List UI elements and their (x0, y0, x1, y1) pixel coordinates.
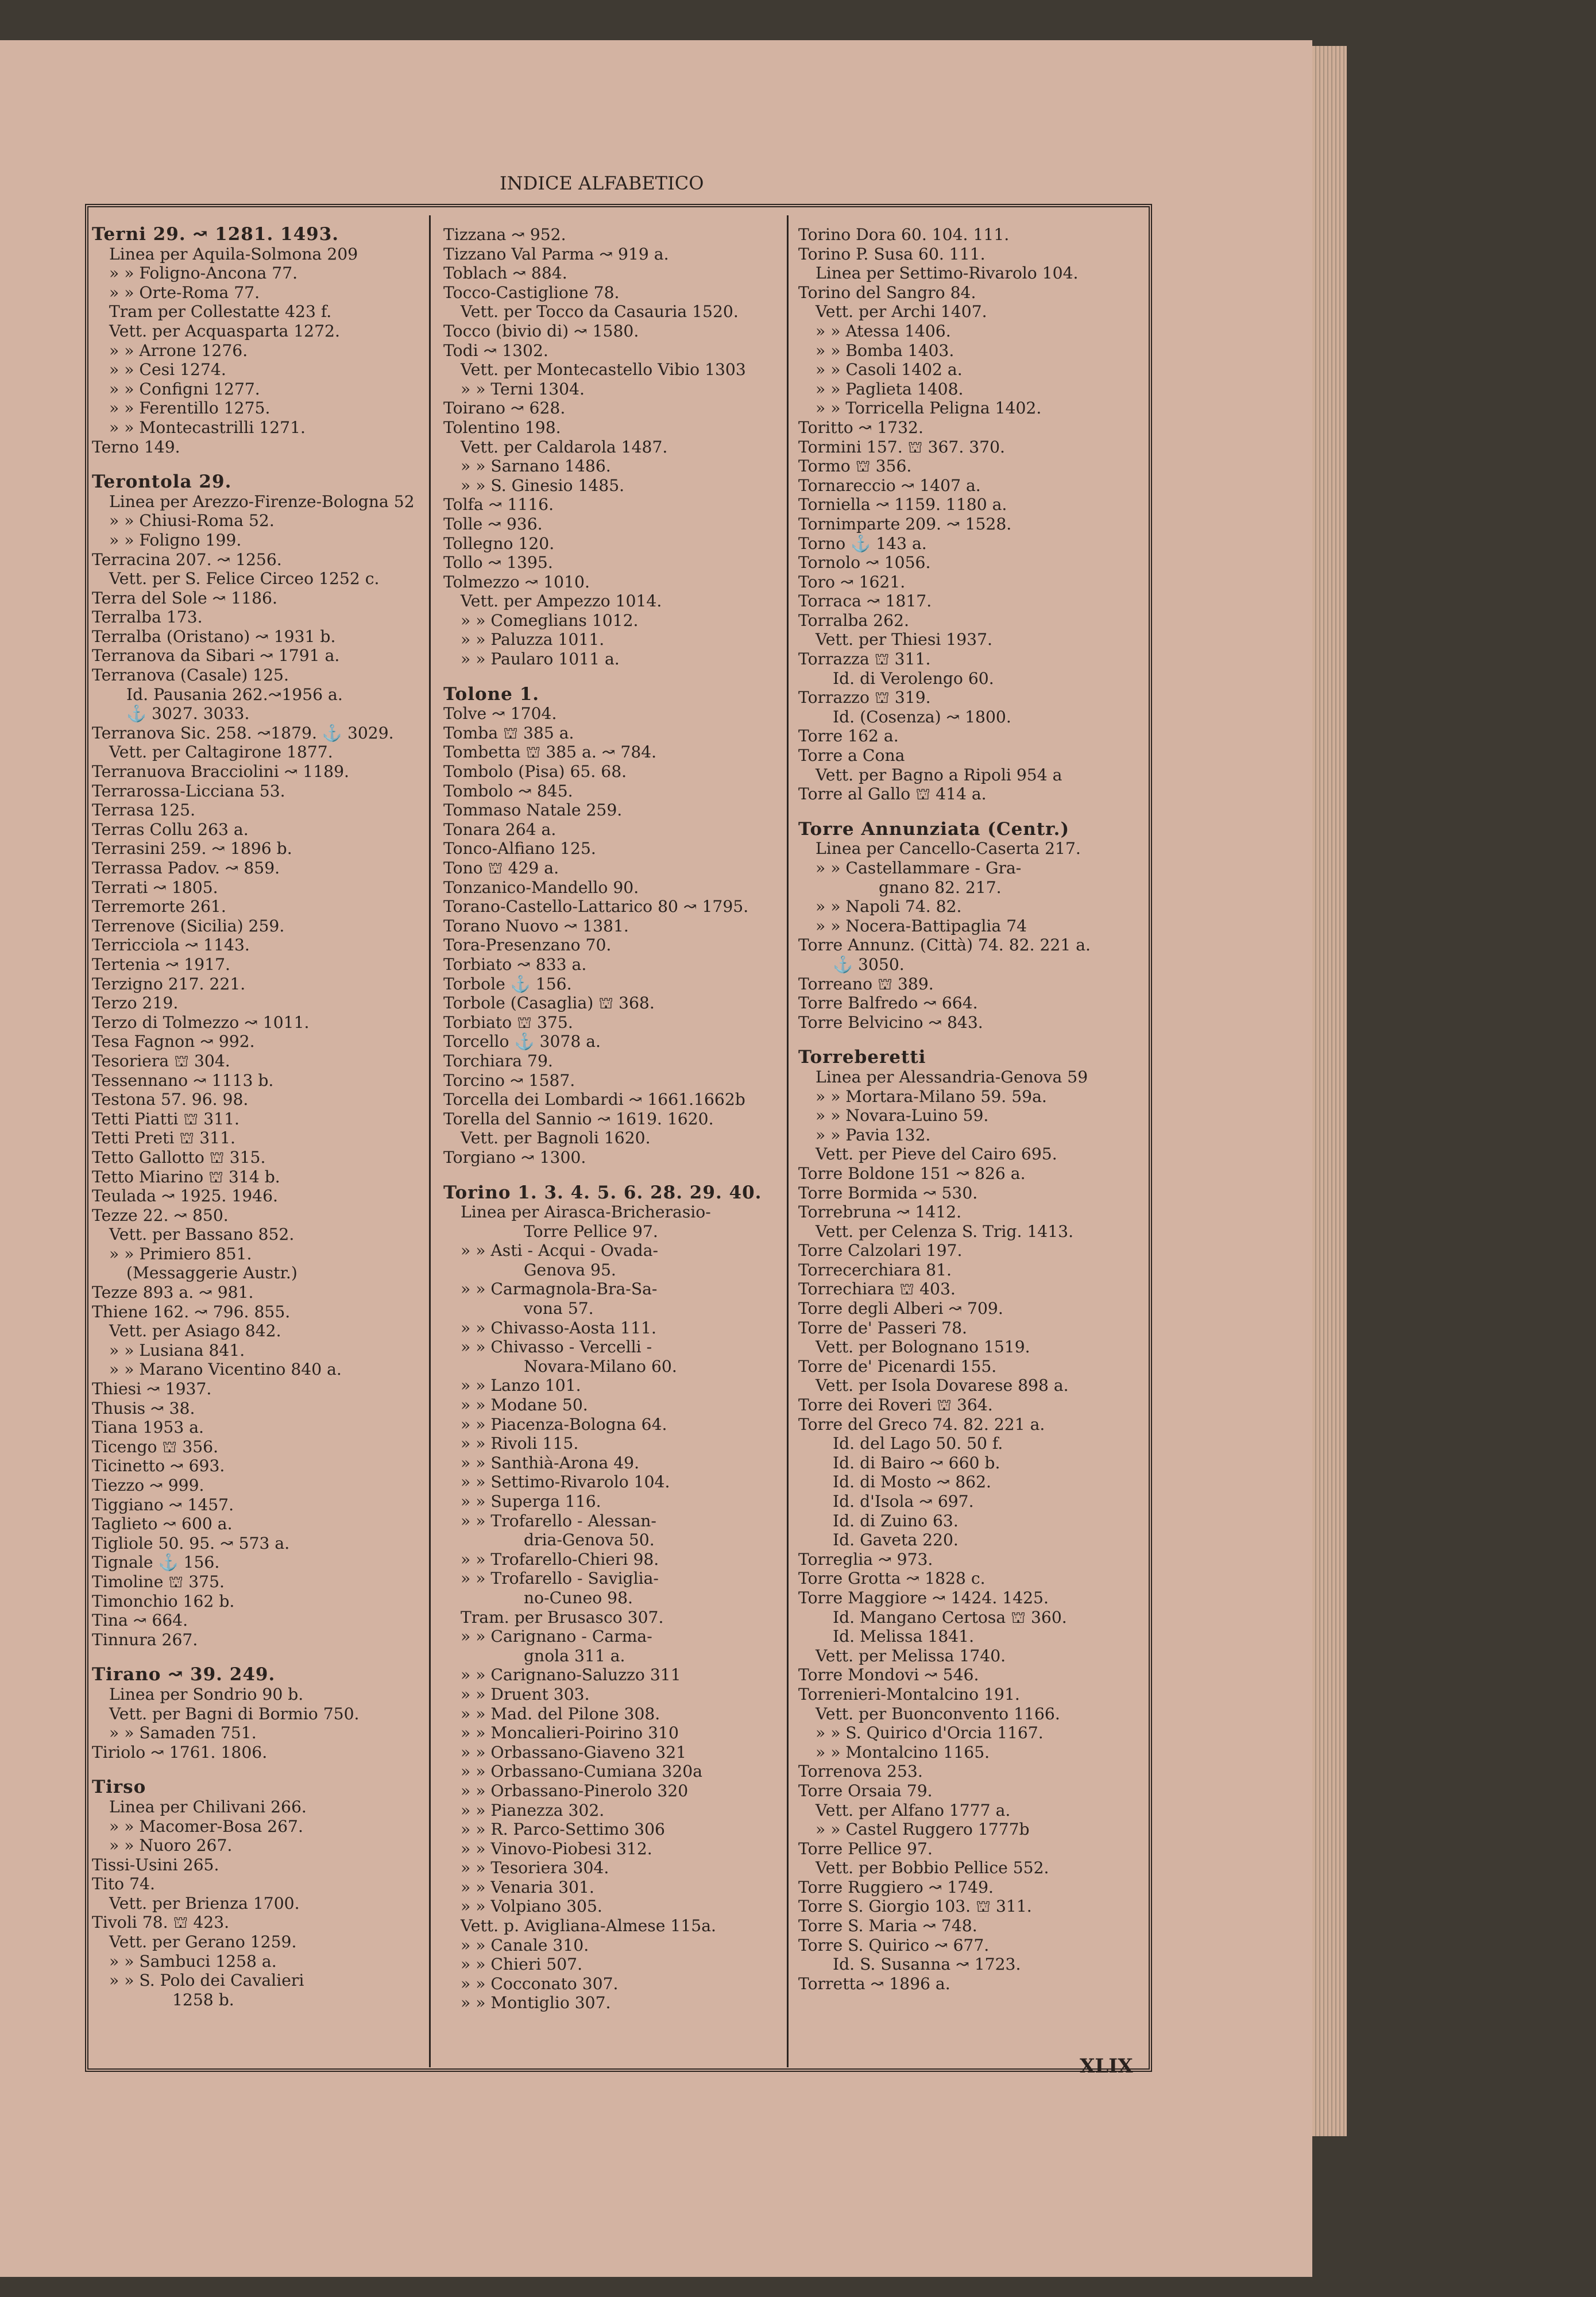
index-entry: Toirano ↝ 628. (443, 399, 566, 418)
index-entry: Torcella dei Lombardi ↝ 1661.1662b (443, 1090, 745, 1109)
index-entry: Torano Nuovo ↝ 1381. (443, 916, 629, 935)
index-entry: » » Orte-Roma 77. (109, 283, 260, 302)
index-entry: Torre Belvicino ↝ 843. (798, 1012, 983, 1032)
index-entry: » » Carmagnola-Bra-Sa- (461, 1279, 658, 1299)
index-entry: ⚓ 3050. (833, 954, 905, 974)
index-entry: Tiggiano ↝ 1457. (92, 1495, 234, 1514)
index-entry: » » Orbassano-Cumiana 320a (461, 1762, 703, 1781)
index-entry: Terremorte 261. (92, 897, 226, 917)
index-entry: Torre dei Roveri ⛫ 364. (798, 1395, 993, 1415)
index-entry: » » Montalcino 1165. (816, 1742, 990, 1762)
index-entry: Terranuova Bracciolini ↝ 1189. (92, 762, 349, 782)
index-entry: Thiesi ↝ 1937. (92, 1379, 212, 1399)
index-entry: Taglieto ↝ 600 a. (92, 1514, 233, 1534)
index-entry: Tornareccio ↝ 1407 a. (798, 475, 981, 495)
index-entry: » » Terni 1304. (461, 379, 585, 399)
index-entry: » » Moncalieri-Poirino 310 (461, 1723, 679, 1743)
index-entry: Id. Mangano Certosa ⛫ 360. (833, 1607, 1067, 1627)
index-entry: Terralba (Oristano) ↝ 1931 b. (92, 627, 336, 646)
index-entry: Tono ⛫ 429 a. (443, 859, 559, 877)
index-entry: Vett. per Alfano 1777 a. (816, 1800, 1011, 1820)
index-entry: » » Chivasso - Vercelli - (461, 1337, 652, 1357)
index-entry: Torbiato ⛫ 375. (443, 1012, 573, 1032)
index-entry: Torchiara 79. (443, 1051, 553, 1070)
index-entry: Todi ↝ 1302. (443, 341, 548, 360)
index-entry: Torrazza ⛫ 311. (798, 649, 931, 669)
index-entry: » » Cocconato 307. (461, 1974, 619, 1993)
index-entry: Torre Annunz. (Città) 74. 82. 221 a. (798, 935, 1091, 955)
index-entry: Id. del Lago 50. 50 f. (833, 1434, 1003, 1453)
index-heading: Terontola 29. (92, 471, 232, 493)
index-entry: Id. (Cosenza) ↝ 1800. (833, 707, 1011, 726)
index-entry: Tessennano ↝ 1113 b. (92, 1070, 274, 1090)
index-entry: Tombetta ⛫ 385 a. ↝ 784. (443, 743, 657, 762)
index-entry: » » Comeglians 1012. (461, 610, 639, 630)
index-entry: gnano 82. 217. (879, 877, 1002, 897)
index-entry: Terrassa Padov. ↝ 859. (92, 859, 280, 877)
index-entry: Vett. per Bagni di Bormio 750. (109, 1704, 360, 1723)
index-entry: vona 57. (524, 1299, 594, 1318)
index-entry: Id. Gaveta 220. (833, 1530, 959, 1550)
index-entry: » » Castel Ruggero 1777b (816, 1820, 1030, 1839)
index-entry: » » Orbassano-Pinerolo 320 (461, 1781, 689, 1800)
index-column-1 (92, 225, 425, 2066)
index-entry: » » Piacenza-Bologna 64. (461, 1414, 667, 1434)
index-entry: Linea per Settimo-Rivarolo 104. (816, 264, 1079, 283)
index-entry: Vett. per S. Felice Circeo 1252 c. (109, 569, 380, 589)
index-entry: Linea per Airasca-Bricherasio- (461, 1202, 711, 1222)
index-entry: Terrati ↝ 1805. (92, 877, 218, 897)
index-entry: » » Cesi 1274. (109, 360, 226, 380)
index-entry: » » Casoli 1402 a. (816, 360, 963, 380)
index-entry: Id. Melissa 1841. (833, 1627, 975, 1646)
index-entry: Tonco-Alfiano 125. (443, 839, 596, 859)
index-entry: Linea per Aquila-Solmona 209 (109, 244, 358, 264)
index-entry: Torrebruna ↝ 1412. (798, 1202, 962, 1222)
index-entry: » » Torricella Peligna 1402. (816, 399, 1042, 418)
index-entry: Torre Ruggiero ↝ 1749. (798, 1877, 994, 1897)
index-entry: » » Montecastrilli 1271. (109, 417, 306, 437)
index-entry: Timonchio 162 b. (92, 1591, 235, 1611)
index-entry: » » Castellammare - Gra- (816, 859, 1022, 877)
index-entry: » » Volpiano 305. (461, 1897, 602, 1916)
index-heading: Tirso (92, 1777, 146, 1798)
index-entry: » » Montiglio 307. (461, 1993, 611, 2013)
index-entry: Vett. per Isola Dovarese 898 a. (816, 1376, 1069, 1395)
page-number: XLIX (1080, 2055, 1133, 2078)
index-entry: Tram. per Brusasco 307. (461, 1607, 664, 1627)
index-entry: Id. di Zuino 63. (833, 1511, 959, 1530)
running-head: INDICE ALFABETICO (500, 172, 704, 194)
index-entry: Torgiano ↝ 1300. (443, 1147, 586, 1167)
index-entry: Vett. per Bagno a Ripoli 954 a (816, 765, 1062, 784)
index-entry: Torre Bormida ↝ 530. (798, 1183, 978, 1202)
index-entry: » » Sambuci 1258 a. (109, 1951, 277, 1971)
index-entry: Torino del Sangro 84. (798, 283, 976, 302)
index-entry: Torbiato ↝ 833 a. (443, 954, 587, 974)
index-entry: Torbole (Casaglia) ⛫ 368. (443, 993, 655, 1013)
index-entry: Torre S. Quirico ↝ 677. (798, 1935, 990, 1955)
index-entry: Tiana 1953 a. (92, 1418, 204, 1437)
index-heading: Tirano ↝ 39. 249. (92, 1664, 276, 1685)
index-entry: » » Carignano - Carma- (461, 1627, 652, 1646)
index-entry: » » Mad. del Pilone 308. (461, 1704, 660, 1723)
index-entry: Ticinetto ↝ 693. (92, 1456, 225, 1476)
index-entry: Tetto Miarino ⛫ 314 b. (92, 1167, 280, 1186)
index-entry: Tigliole 50. 95. ↝ 573 a. (92, 1533, 290, 1553)
index-entry: Torrenieri-Montalcino 191. (798, 1684, 1020, 1704)
index-entry: » » Macomer-Bosa 267. (109, 1816, 303, 1836)
spacer (443, 669, 782, 685)
index-heading: Tolone 1. (443, 683, 540, 705)
index-entry: » » Superga 116. (461, 1492, 601, 1511)
index-entry: Torre Orsaia 79. (798, 1781, 933, 1800)
index-entry: » » S. Quirico d'Orcia 1167. (816, 1723, 1044, 1743)
index-entry: » » Foligno-Ancona 77. (109, 264, 298, 283)
index-entry: Torreglia ↝ 973. (798, 1549, 933, 1569)
index-entry: Tombolo ↝ 845. (443, 781, 573, 801)
index-entry: Terzo di Tolmezzo ↝ 1011. (92, 1012, 310, 1032)
index-entry: Torrecerchiara 81. (798, 1260, 952, 1279)
index-entry: Tolle ↝ 936. (443, 514, 543, 533)
index-entry: » » R. Parco-Settimo 306 (461, 1820, 665, 1839)
index-entry: » » Vinovo-Piobesi 312. (461, 1839, 652, 1858)
index-entry: Tolve ↝ 1704. (443, 704, 557, 724)
index-entry: Id. d'Isola ↝ 697. (833, 1492, 974, 1511)
index-entry: Toritto ↝ 1732. (798, 417, 923, 437)
index-entry: Torrechiara ⛫ 403. (798, 1279, 956, 1299)
index-entry: Torre Grotta ↝ 1828 c. (798, 1569, 986, 1588)
index-entry: Vett. p. Avigliana-Almese 115a. (461, 1916, 716, 1936)
index-entry: Toro ↝ 1621. (798, 572, 906, 591)
index-entry: Tesoriera ⛫ 304. (92, 1051, 230, 1070)
index-entry: Terrasa 125. (92, 801, 196, 820)
index-entry: Vett. per Bobbio Pellice 552. (816, 1858, 1049, 1878)
index-entry: gnola 311 a. (524, 1646, 625, 1665)
index-entry: Tinnura 267. (92, 1630, 198, 1649)
index-entry: Terranova (Casale) 125. (92, 666, 289, 685)
index-entry: Torre Boldone 151 ↝ 826 a. (798, 1163, 1026, 1183)
index-entry: » » Pavia 132. (816, 1125, 931, 1144)
index-entry: Tornimparte 209. ↝ 1528. (798, 514, 1012, 533)
index-column-3 (798, 225, 1143, 2066)
index-entry: Tomba ⛫ 385 a. (443, 723, 574, 743)
index-entry: Id. S. Susanna ↝ 1723. (833, 1955, 1021, 1974)
index-entry: Torre del Greco 74. 82. 221 a. (798, 1414, 1045, 1434)
index-entry: Teulada ↝ 1925. 1946. (92, 1186, 279, 1206)
index-entry: 1258 b. (172, 1990, 234, 2009)
index-entry: Tonzanico-Mandello 90. (443, 877, 639, 897)
index-entry: Ticengo ⛫ 356. (92, 1437, 219, 1456)
index-entry: Tormini 157. ⛫ 367. 370. (798, 437, 1005, 457)
index-entry: Tolfa ↝ 1116. (443, 495, 554, 515)
index-entry: Vett. per Bassano 852. (109, 1225, 295, 1244)
index-entry: » » Atessa 1406. (816, 321, 951, 341)
index-entry: Tetto Gallotto ⛫ 315. (92, 1147, 266, 1167)
index-entry: Tezze 22. ↝ 850. (92, 1205, 229, 1225)
index-entry: Torre 162 a. (798, 726, 899, 746)
index-entry: » » Nocera-Battipaglia 74 (816, 916, 1027, 935)
index-entry: Vett. per Ampezzo 1014. (461, 591, 662, 611)
index-column-2 (443, 225, 782, 2066)
index-entry: » » Napoli 74. 82. (816, 897, 962, 917)
index-entry: » » Samaden 751. (109, 1723, 257, 1743)
index-entry: Torreano ⛫ 389. (798, 974, 934, 993)
index-entry: Torre Pellice 97. (524, 1221, 658, 1241)
index-entry: Linea per Sondrio 90 b. (109, 1684, 304, 1704)
index-entry: Tissi-Usini 265. (92, 1855, 219, 1874)
index-entry: Torino P. Susa 60. 111. (798, 244, 986, 264)
index-entry: Toblach ↝ 884. (443, 264, 567, 283)
index-entry: Tollo ↝ 1395. (443, 553, 553, 573)
index-entry: Id. Pausania 262.↝1956 a. (126, 685, 343, 704)
index-entry: » » Paluzza 1011. (461, 630, 605, 649)
index-entry: » » Chieri 507. (461, 1955, 583, 1974)
index-entry: Thiene 162. ↝ 796. 855. (92, 1302, 291, 1321)
index-entry: Linea per Cancello-Caserta 217. (816, 839, 1081, 859)
spacer (443, 1167, 782, 1184)
index-entry: » » Paularo 1011 a. (461, 649, 620, 669)
index-heading: Torre Annunziata (Centr.) (798, 818, 1070, 840)
index-entry: Tiezzo ↝ 999. (92, 1476, 204, 1495)
index-heading: Torreberetti (798, 1047, 926, 1068)
page-edges (1312, 46, 1347, 2136)
index-entry: » » Tesoriera 304. (461, 1858, 609, 1878)
index-entry: dria-Genova 50. (524, 1530, 655, 1550)
index-entry: ⚓ 3027. 3033. (126, 704, 250, 724)
index-entry: » » Nuoro 267. (109, 1836, 233, 1855)
index-entry: Torre Calzolari 197. (798, 1241, 963, 1260)
index-entry: Torano-Castello-Lattarico 80 ↝ 1795. (443, 897, 749, 917)
index-entry: Tetti Piatti ⛫ 311. (92, 1109, 239, 1128)
index-entry: » » Lusiana 841. (109, 1340, 245, 1360)
index-entry: » » Venaria 301. (461, 1877, 594, 1897)
index-entry: Vett. per Bagnoli 1620. (461, 1128, 651, 1148)
index-entry: Vett. per Celenza S. Trig. 1413. (816, 1221, 1074, 1241)
index-entry: Torre Balfredo ↝ 664. (798, 993, 978, 1013)
index-entry: » » Chivasso-Aosta 111. (461, 1318, 656, 1337)
index-entry: Id. di Verolengo 60. (833, 668, 994, 688)
index-entry: Terzigno 217. 221. (92, 974, 246, 993)
index-entry: Terralba 173. (92, 608, 203, 627)
index-entry: » » Paglieta 1408. (816, 379, 964, 399)
index-entry: Torre de' Picenardi 155. (798, 1356, 997, 1376)
index-entry: Torre de' Passeri 78. (798, 1318, 967, 1337)
index-entry: Vett. per Archi 1407. (816, 302, 987, 322)
index-entry: Torbole ⚓ 156. (443, 974, 572, 993)
index-entry: Novara-Milano 60. (524, 1356, 677, 1376)
index-entry: Tesa Fagnon ↝ 992. (92, 1032, 255, 1051)
index-entry: Vett. per Asiago 842. (109, 1321, 281, 1341)
index-entry: Terrasini 259. ↝ 1896 b. (92, 839, 292, 859)
index-entry: Torraca ↝ 1817. (798, 591, 932, 611)
index-heading: Torino 1. 3. 4. 5. 6. 28. 29. 40. (443, 1182, 762, 1203)
index-entry: Vett. per Tocco da Casauria 1520. (461, 302, 739, 322)
index-entry: » » Lanzo 101. (461, 1376, 581, 1395)
index-entry: Torniella ↝ 1159. 1180 a. (798, 495, 1007, 515)
index-entry: » » Mortara-Milano 59. 59a. (816, 1086, 1047, 1106)
index-entry: Linea per Chilivani 266. (109, 1797, 307, 1816)
index-entry: » » Pianezza 302. (461, 1800, 605, 1820)
index-entry: Tocco (bivio di) ↝ 1580. (443, 321, 639, 341)
spacer (92, 1762, 425, 1778)
index-entry: Vett. per Thiesi 1937. (816, 630, 992, 649)
index-entry: Vett. per Pieve del Cairo 695. (816, 1144, 1057, 1164)
index-entry: Torralba 262. (798, 610, 909, 630)
index-entry: » » Chiusi-Roma 52. (109, 511, 275, 531)
index-entry: Torino Dora 60. 104. 111. (798, 225, 1010, 244)
index-entry: Tignale ⚓ 156. (92, 1553, 220, 1572)
index-entry: Tora-Presenzano 70. (443, 935, 612, 955)
index-entry: Vett. per Caldarola 1487. (461, 437, 668, 457)
index-entry: Torre Mondovi ↝ 546. (798, 1665, 979, 1685)
index-entry: » » Sarnano 1486. (461, 457, 611, 476)
index-entry: » » Configni 1277. (109, 379, 260, 399)
index-entry: Tizzano Val Parma ↝ 919 a. (443, 244, 669, 264)
index-entry: » » Settimo-Rivarolo 104. (461, 1472, 670, 1492)
index-entry: Tetti Preti ⛫ 311. (92, 1128, 235, 1148)
index-entry: Tizzana ↝ 952. (443, 225, 566, 244)
index-entry: » » Foligno 199. (109, 530, 242, 550)
index-entry: » » Ferentillo 1275. (109, 399, 270, 418)
index-entry: no-Cuneo 98. (524, 1588, 633, 1607)
index-entry: Vett. per Buonconvento 1166. (816, 1704, 1060, 1723)
index-entry: » » Orbassano-Giaveno 321 (461, 1742, 687, 1762)
index-entry: Vett. per Caltagirone 1877. (109, 743, 333, 762)
index-entry: Id. di Bairo ↝ 660 b. (833, 1453, 1000, 1472)
index-entry: » » Rivoli 115. (461, 1434, 579, 1453)
index-entry: Torcello ⚓ 3078 a. (443, 1032, 601, 1051)
spacer (798, 804, 1143, 820)
index-entry: Vett. per Montecastello Vibio 1303 (461, 360, 746, 380)
index-entry: » » Canale 310. (461, 1935, 589, 1955)
index-entry: Tina ↝ 664. (92, 1611, 188, 1630)
index-entry: Vett. per Brienza 1700. (109, 1893, 300, 1913)
index-entry: Tiriolo ↝ 1761. 1806. (92, 1742, 268, 1762)
index-entry: Terras Collu 263 a. (92, 819, 249, 839)
index-entry: Terricciola ↝ 1143. (92, 935, 250, 955)
index-entry: Torrenova 253. (798, 1762, 923, 1781)
index-entry: Terrarossa-Licciana 53. (92, 781, 285, 801)
index-entry: Tram per Collestatte 423 f. (109, 302, 332, 322)
index-entry: Vett. per Gerano 1259. (109, 1932, 297, 1952)
index-entry: Terranova Sic. 258. ↝1879. ⚓ 3029. (92, 723, 394, 743)
index-entry: Linea per Arezzo-Firenze-Bologna 52 (109, 492, 415, 511)
index-entry: » » Bomba 1403. (816, 341, 954, 360)
index-entry: Vett. per Bolognano 1519. (816, 1337, 1030, 1357)
index-entry: Terno 149. (92, 437, 180, 457)
index-entry: (Messaggerie Austr.) (126, 1263, 297, 1283)
spacer (798, 1032, 1143, 1048)
index-entry: » » Asti - Acqui - Ovada- (461, 1241, 659, 1260)
index-entry: » » Trofarello-Chieri 98. (461, 1549, 659, 1569)
index-entry: Linea per Alessandria-Genova 59 (816, 1067, 1088, 1086)
index-entry: Terzo 219. (92, 993, 179, 1013)
index-entry: Torre S. Maria ↝ 748. (798, 1916, 977, 1936)
index-entry: » » Carignano-Saluzzo 311 (461, 1665, 681, 1685)
index-entry: Torre Pellice 97. (798, 1839, 933, 1858)
index-entry: Torre S. Giorgio 103. ⛫ 311. (798, 1897, 1032, 1916)
column-rule (787, 215, 789, 2067)
index-entry: » » Modane 50. (461, 1395, 588, 1415)
index-entry: Torre degli Alberi ↝ 709. (798, 1299, 1003, 1318)
index-entry: » » Druent 303. (461, 1684, 590, 1704)
index-entry: » » Arrone 1276. (109, 341, 248, 360)
index-entry: Testona 57. 96. 98. (92, 1090, 249, 1109)
index-entry: » » Santhià-Arona 49. (461, 1453, 640, 1472)
index-entry: Terrenove (Sicilia) 259. (92, 916, 285, 935)
spacer (92, 457, 425, 473)
index-entry: Vett. per Melissa 1740. (816, 1646, 1006, 1665)
index-entry: Torcino ↝ 1587. (443, 1070, 575, 1090)
index-entry: Torretta ↝ 1896 a. (798, 1974, 950, 1993)
index-entry: Torre Maggiore ↝ 1424. 1425. (798, 1588, 1049, 1607)
index-entry: Torre a Cona (798, 746, 905, 765)
index-entry: Torella del Sannio ↝ 1619. 1620. (443, 1109, 714, 1128)
index-entry: Tolmezzo ↝ 1010. (443, 572, 590, 591)
index-entry: » » Novara-Luino 59. (816, 1106, 989, 1126)
index-entry: Genova 95. (524, 1260, 616, 1279)
index-entry: Tommaso Natale 259. (443, 801, 623, 820)
index-entry: Terracina 207. ↝ 1256. (92, 550, 282, 569)
index-entry: » » Trofarello - Savigliа- (461, 1569, 659, 1588)
index-entry: Id. di Mosto ↝ 862. (833, 1472, 992, 1492)
index-entry: Terra del Sole ↝ 1186. (92, 588, 277, 608)
index-entry: Torre al Gallo ⛫ 414 a. (798, 784, 987, 804)
index-entry: Torrazzo ⛫ 319. (798, 688, 931, 707)
spacer (92, 1649, 425, 1665)
index-heading: Terni 29. ↝ 1281. 1493. (92, 225, 339, 245)
index-entry: Thusis ↝ 38. (92, 1398, 195, 1418)
index-entry: Tito 74. (92, 1874, 155, 1894)
index-entry: Tonara 264 a. (443, 819, 557, 839)
index-entry: Terranova da Sibari ↝ 1791 a. (92, 646, 340, 666)
column-rule (429, 215, 431, 2067)
index-entry: Tivoli 78. ⛫ 423. (92, 1913, 230, 1932)
index-entry: Tornolo ↝ 1056. (798, 553, 931, 573)
index-entry: Torno ⚓ 143 a. (798, 533, 927, 553)
index-entry: Tezze 893 a. ↝ 981. (92, 1283, 254, 1302)
index-entry: » » S. Polo dei Cavalieri (109, 1971, 304, 1990)
index-entry: Tocco-Castiglione 78. (443, 283, 620, 302)
index-entry: » » Marano Vicentino 840 a. (109, 1360, 342, 1379)
index-entry: Timoline ⛫ 375. (92, 1572, 225, 1591)
index-entry: Tollegno 120. (443, 533, 555, 553)
index-entry: » » Primiero 851. (109, 1244, 252, 1263)
index-entry: » » Trofarello - Alessan- (461, 1511, 656, 1530)
index-entry: Tormo ⛫ 356. (798, 457, 912, 476)
index-entry: Tombolo (Pisa) 65. 68. (443, 762, 627, 782)
index-entry: » » S. Ginesio 1485. (461, 475, 625, 495)
index-entry: Tolentino 198. (443, 417, 561, 437)
index-entry: Vett. per Acquasparta 1272. (109, 321, 340, 341)
index-entry: Tertenia ↝ 1917. (92, 954, 230, 974)
